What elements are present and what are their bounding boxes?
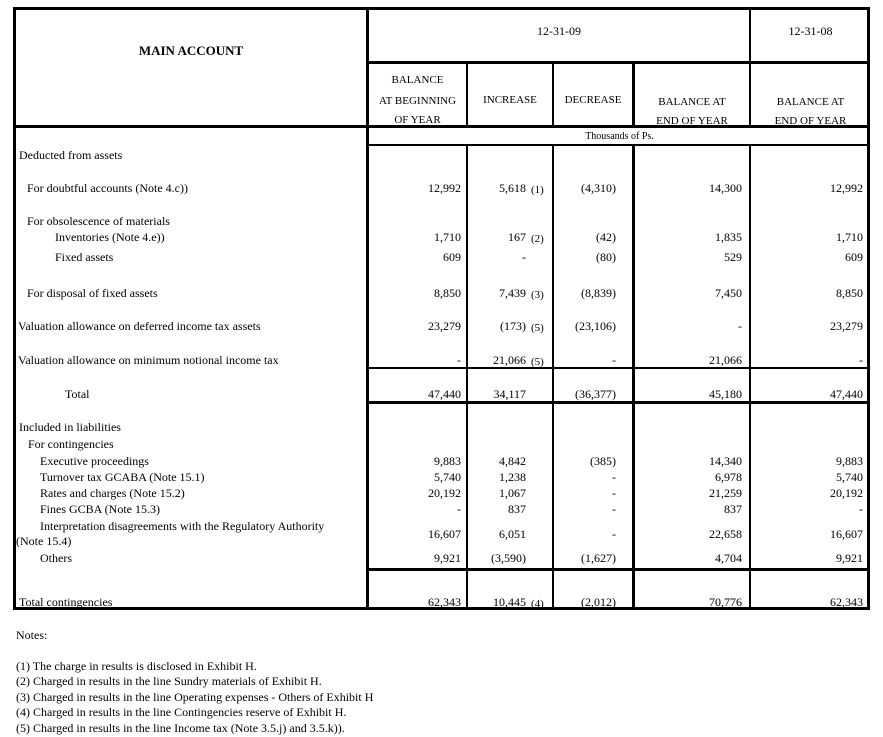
table-row-value: 1,238 (499, 470, 526, 484)
table-row-label: Fixed assets (55, 250, 114, 264)
table-row-label: For obsolescence of materials (27, 214, 170, 228)
total-contingencies-row-value: 10,445 (493, 595, 526, 609)
date-current-header: 12-31-09 (537, 24, 581, 38)
table-row-value: (385) (590, 454, 616, 468)
table-row-value: 5,618 (499, 181, 526, 195)
table-row-value: 6,978 (715, 470, 742, 484)
table-row-note-ref: (5) (531, 356, 544, 368)
table-row-value: 9,921 (434, 551, 461, 565)
table-row-value: - (612, 486, 616, 500)
table-row-value: 9,883 (434, 454, 461, 468)
table-row-value: 7,450 (715, 286, 742, 300)
table-row-value: 22,658 (709, 527, 742, 541)
table-row-note-ref: (5) (531, 322, 544, 334)
table-row-label: Valuation allowance on deferred income tax assets (18, 319, 261, 333)
total-row-value: (36,377) (575, 387, 616, 401)
col-header-decrease: DECREASE (564, 94, 622, 106)
table-row-value: (3,590) (491, 551, 526, 565)
table-row-value: 1,835 (715, 230, 742, 244)
table-row-value: 21,259 (709, 486, 742, 500)
table-row-value: 5,740 (434, 470, 461, 484)
table-row-value: 6,051 (499, 527, 526, 541)
table-row-value: 14,300 (709, 181, 742, 195)
section-label-liabilities: Included in liabilities (19, 420, 121, 434)
notes-title: Notes: (16, 628, 48, 642)
date-prior-header: 12-31-08 (788, 24, 833, 38)
section-label-deducted: Deducted from assets (19, 148, 123, 162)
table-row-label: Others (40, 551, 72, 565)
total-contingencies-row-value: 70,776 (709, 595, 742, 609)
row-divider (366, 568, 870, 571)
col-header-balance-end: BALANCE AT END OF YEAR (656, 96, 728, 127)
col-header-balance-beginning: BALANCE AT BEGINNING OF YEAR (378, 74, 457, 126)
main-account-header: MAIN ACCOUNT (138, 43, 244, 58)
table-row-value: (4,310) (581, 181, 616, 195)
table-row-value: (1,627) (581, 551, 616, 565)
table-row-label: Inventories (Note 4.e)) (55, 230, 165, 244)
table-row-value: - (612, 470, 616, 484)
table-row-value: 8,850 (434, 286, 461, 300)
table-row-value: 1,710 (434, 230, 461, 244)
table-row-value: - (612, 527, 616, 541)
table-row-value: - (522, 250, 526, 264)
note-item: (3) Charged in results in the line Operating expenses - Others of Exhibit H (16, 689, 374, 704)
table-row-value: - (612, 353, 616, 367)
table-row-value: 837 (724, 502, 742, 516)
note-item: (1) The charge in results is disclosed in Exhibit H. (16, 658, 257, 673)
table-row-value: 7,439 (499, 286, 526, 300)
table-row-value: 21,066 (709, 353, 742, 367)
total-row-value: 47,440 (830, 387, 863, 401)
table-row-value: - (457, 502, 461, 516)
table-row-value: - (612, 502, 616, 516)
total-contingencies-row-value: 62,343 (830, 595, 863, 609)
table-row-value: (80) (596, 250, 616, 264)
table-row-value: 21,066 (493, 353, 526, 367)
subsection-label-contingencies: For contingencies (28, 437, 114, 451)
table-row-value: 23,279 (830, 319, 863, 333)
table-row-value: 4,842 (499, 454, 526, 468)
note-item: (5) Charged in results in the line Income tax (Note 3.5.j) and 3.5.k)). (16, 720, 345, 735)
total-contingencies-row-value: 62,343 (428, 595, 461, 609)
table-row-value: 20,192 (830, 486, 863, 500)
total-row-value: 47,440 (428, 387, 461, 401)
total-contingencies-row-label: Total contingencies (19, 595, 113, 609)
units-label: Thousands of Ps. (585, 131, 654, 142)
table-row-value: (8,839) (581, 286, 616, 300)
table-row-label: Turnover tax GCABA (Note 15.1) (40, 470, 205, 484)
table-row-label-cont: (Note 15.4) (16, 534, 72, 548)
table-row-value: 1,710 (836, 230, 863, 244)
total-contingencies-row-value: (2,012) (581, 595, 616, 609)
table-row-value: 12,992 (830, 181, 863, 195)
table-row-note-ref: (3) (531, 289, 544, 301)
col-header-balance-end-prior: BALANCE AT END OF YEAR (774, 96, 847, 127)
table-row-value: - (859, 502, 863, 516)
col-header-increase: INCREASE (483, 94, 537, 106)
table-row-note-ref: (1) (531, 184, 544, 196)
total-row-value: 34,117 (493, 387, 526, 401)
row-divider (366, 401, 870, 404)
table-row-value: 20,192 (428, 486, 461, 500)
table-row-value: - (859, 353, 863, 367)
total-row-label: Total (65, 387, 90, 401)
table-row-value: 837 (508, 502, 526, 516)
table-row-value: (42) (596, 230, 616, 244)
table-row-label: Interpretation disagreements with the Regulatory Authority (40, 519, 325, 533)
table-row-value: 167 (508, 230, 526, 244)
total-contingencies-row-note-ref: (4) (531, 598, 544, 610)
note-item: (2) Charged in results in the line Sundry materials of Exhibit H. (16, 674, 322, 688)
notes (16, 628, 373, 736)
table-row-value: (23,106) (575, 319, 616, 333)
table-row-value: 529 (724, 250, 742, 264)
row-divider (366, 367, 870, 369)
table-row-value: 609 (845, 250, 863, 264)
table-row-value: - (457, 353, 461, 367)
table-row-label: Executive proceedings (40, 454, 149, 468)
table-row-value: 1,067 (499, 486, 526, 500)
table-row-value: 8,850 (836, 286, 863, 300)
table-row-note-ref: (2) (531, 233, 544, 245)
table-row-value: 4,704 (715, 551, 742, 565)
table-row-value: 9,883 (836, 454, 863, 468)
table-row-label: Valuation allowance on minimum notional income tax (18, 353, 279, 367)
table-row-value: 5,740 (836, 470, 863, 484)
note-item: (4) Charged in results in the line Contingencies reserve of Exhibit H. (16, 705, 347, 719)
table-row-value: (173) (500, 319, 526, 333)
table-row-value: - (738, 319, 742, 333)
table-row-label: For disposal of fixed assets (27, 286, 158, 300)
table-row-value: 14,340 (709, 454, 742, 468)
table-row-value: 16,607 (428, 527, 461, 541)
table-row-label: For doubtful accounts (Note 4.c)) (27, 181, 188, 195)
total-row-value: 45,180 (709, 387, 742, 401)
row-divider (366, 61, 870, 64)
row-divider (366, 144, 870, 146)
table-row-label: Rates and charges (Note 15.2) (40, 486, 185, 500)
table-row-label: Fines GCBA (Note 15.3) (40, 502, 160, 516)
table-row-value: 12,992 (428, 181, 461, 195)
table-row-value: 609 (443, 250, 461, 264)
table-row-value: 9,921 (836, 551, 863, 565)
table-row-value: 23,279 (428, 319, 461, 333)
table-row-value: 16,607 (830, 527, 863, 541)
